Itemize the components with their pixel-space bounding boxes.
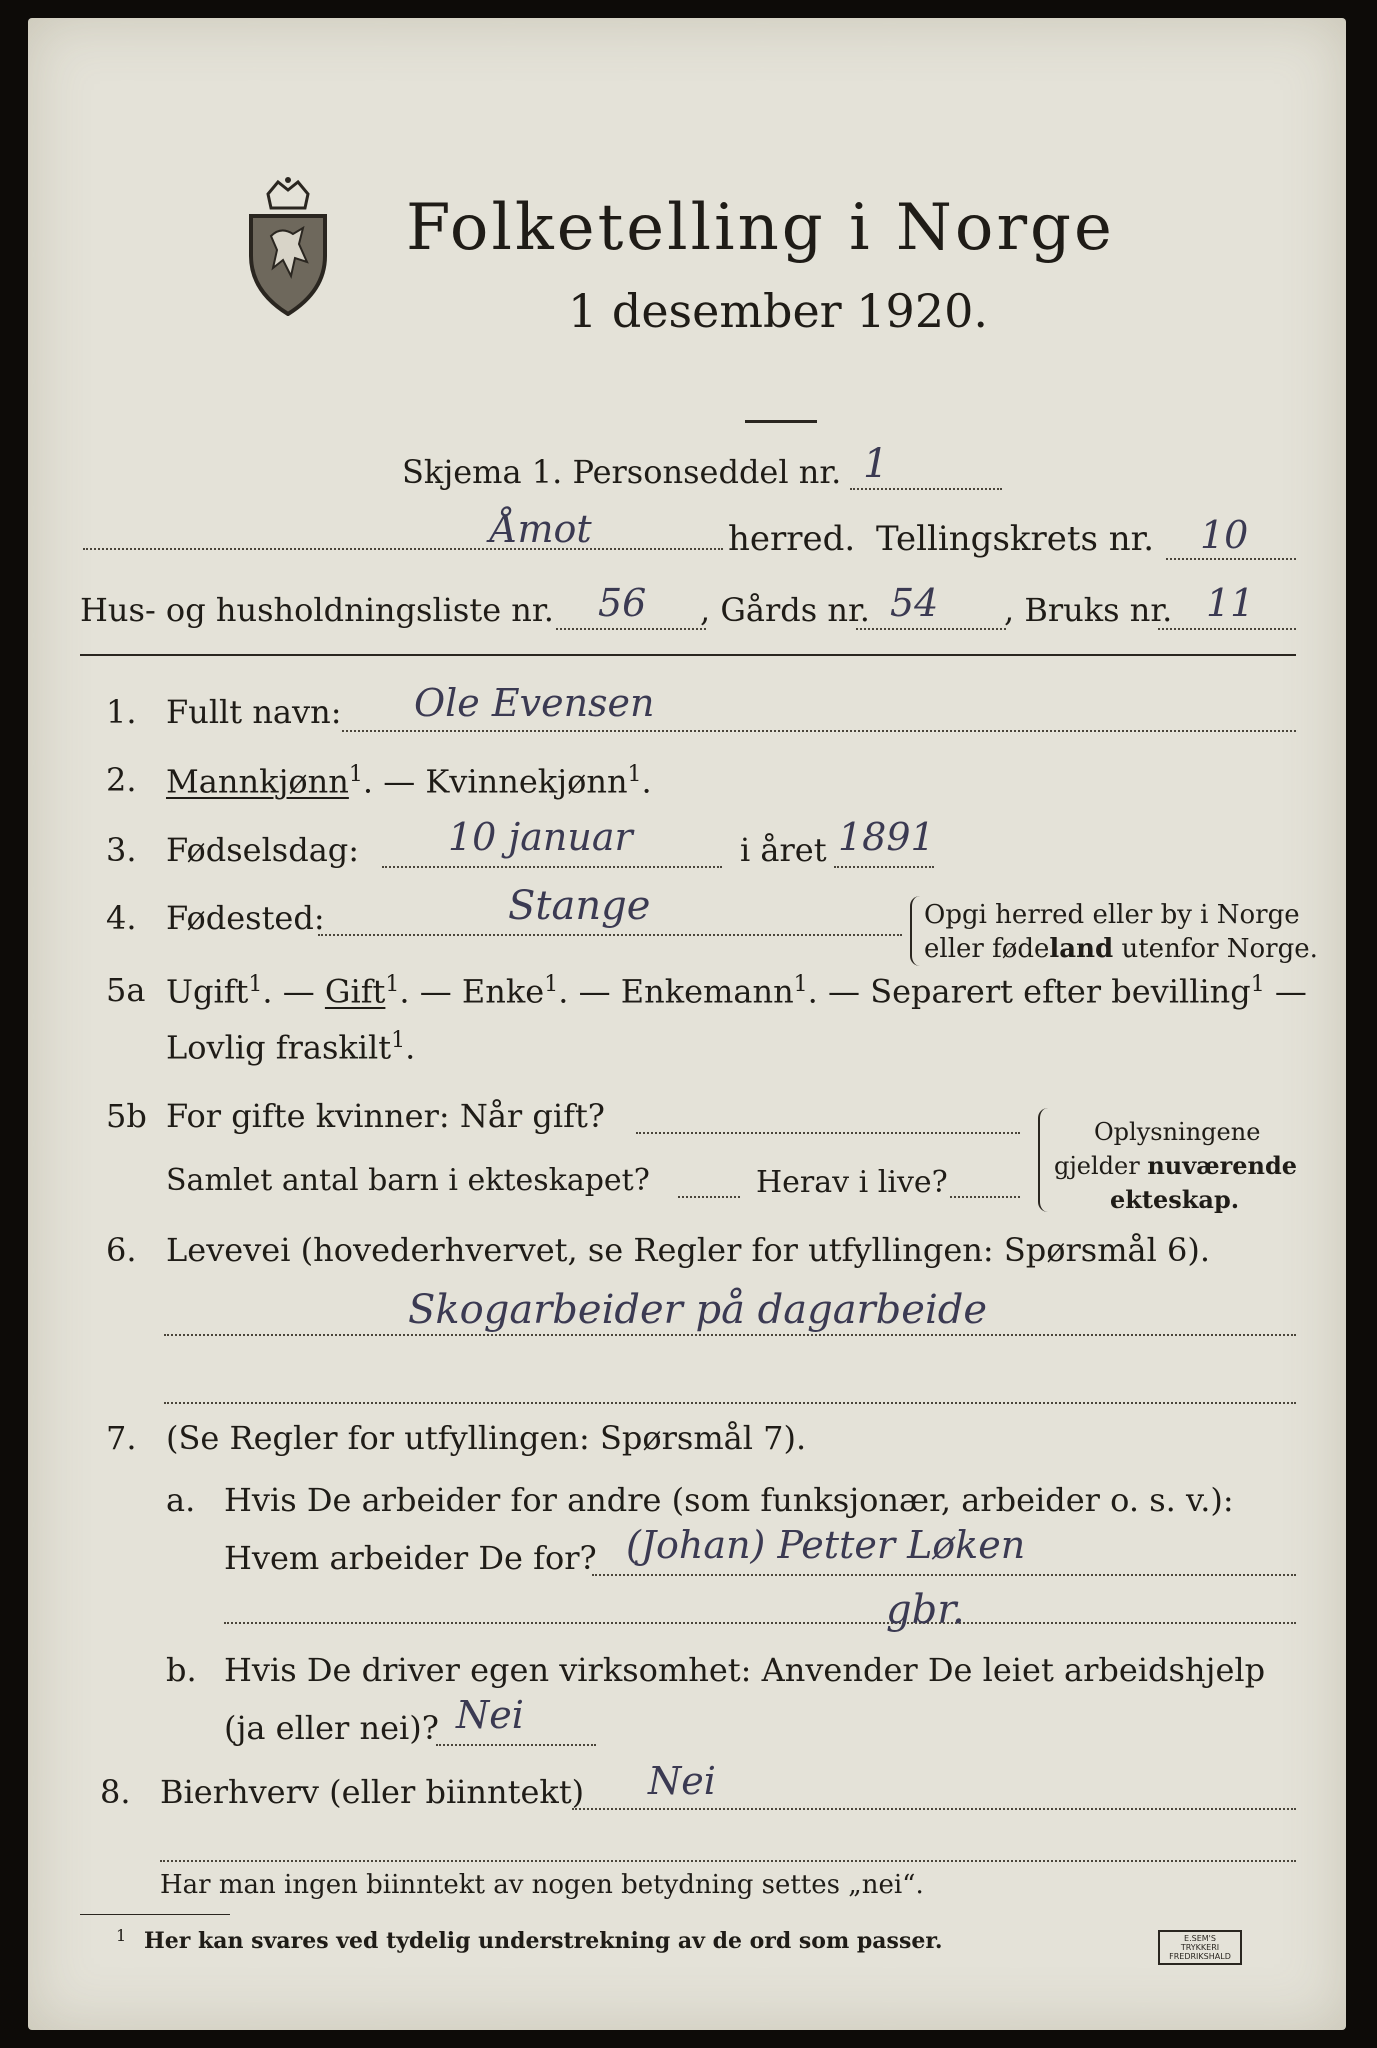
q8-label: Bierhverv (eller biinntekt) [160,1773,585,1811]
q4-note-line2: eller fødeland utenfor Norge. [924,934,1318,964]
biinntekt-note: Har man ingen biinntekt av nogen betydning settes „nei“. [160,1870,924,1900]
q4-note-brace [910,896,920,966]
q4-line [318,934,902,936]
q3-year-value: 1891 [838,815,935,859]
q7-label: (Se Regler for utfyllingen: Spørsmål 7). [166,1419,807,1457]
census-form-page [28,18,1346,2030]
household-list-line [556,628,706,630]
herred-label: herred. [728,519,856,559]
q5b-married-line [636,1132,1020,1134]
q3-year-label: i året [740,831,827,869]
q7a-line1: Hvis De arbeider for andre (som funksjonær, arbeider o. s. v.): [224,1481,1234,1519]
q5b-alive-line [950,1196,1020,1198]
q7a-letter: a. [166,1481,196,1519]
q7-number: 7. [106,1419,137,1457]
bruks-line [1158,628,1296,630]
q5b-note3: ekteskap. [1110,1185,1240,1214]
footnote-number: 1 [116,1926,127,1945]
q7a-value: (Johan) Petter Løken [626,1523,1026,1567]
q5a-gift-selected: Gift [324,972,386,1011]
q7b-line [436,1744,596,1746]
q5b-note-brace [1038,1108,1050,1212]
q6-label: Levevei (hovederhvervet, se Regler for utfyllingen: Spørsmål 6). [166,1231,1211,1269]
q3-number: 3. [106,831,137,869]
q1-number: 1. [106,693,137,731]
q3-label: Fødselsdag: [166,831,360,869]
q7a-value2: gbr. [886,1587,965,1633]
q5b-children-line [678,1196,740,1198]
personseddel-nr-line [850,488,1002,490]
q5b-number: 5b [106,1097,147,1135]
bruks-value: 11 [1206,581,1255,625]
household-list-value: 56 [598,581,647,625]
q1-value: Ole Evensen [414,681,655,725]
q4-value: Stange [508,883,651,929]
q5a-fraskilt: Lovlig fraskilt$^1$. [166,1028,416,1067]
bruks-label: , Bruks nr. [1004,591,1173,629]
q1-line [342,730,1296,732]
footnote-divider [80,1914,230,1915]
schema-label: Skjema 1. Personseddel nr. [402,453,842,491]
q6-value: Skogarbeider på dagarbeide [408,1287,988,1333]
q2-female: Kvinnekjønn [425,762,628,801]
gards-line [856,628,1006,630]
q7a-line [592,1574,1296,1576]
q6-number: 6. [106,1231,137,1269]
footnote-text: Her kan svares ved tydelig understrekning av de ord som passer. [144,1928,943,1954]
q3-year-line [834,866,934,868]
q1-label: Fullt navn: [166,693,342,731]
q7b-letter: b. [166,1651,197,1689]
tellingskrets-line [1166,558,1296,560]
household-list-label: Hus- og husholdningsliste nr. [80,591,554,629]
q7a-line2: Hvem arbeider De for? [224,1539,597,1577]
form-title: Folketelling i Norge [406,191,1115,265]
q7b-line1: Hvis De driver egen virksomhet: Anvender De leiet arbeidshjelp [224,1651,1266,1689]
q8-number: 8. [100,1773,131,1811]
q5b-note1: Oplysningene [1094,1118,1261,1146]
coat-of-arms-icon [233,176,343,316]
q5b-line2b: Herav i live? [756,1165,948,1200]
q4-label: Fødested: [166,899,325,937]
q2-number: 2. [106,761,137,799]
q3-day-line [382,866,722,868]
q5b-line2a: Samlet antal barn i ekteskapet? [166,1163,650,1198]
q5b-line1: For gifte kvinner: Når gift? [166,1097,605,1135]
q5a-options: Ugift$^1$. — Gift$^1$. — Enke$^1$. — Enkemann$^1$. — Separert efter bevilling$^1$ — [166,972,1307,1011]
q3-day-value: 10 januar [448,815,633,859]
printer-stamp: E.SEM'S TRYKKERI FREDRIKSHALD [1158,1930,1242,1965]
q6-line2 [164,1402,1296,1404]
tellingskrets-value: 10 [1200,513,1249,557]
q4-number: 4. [106,899,137,937]
q7b-line2: (ja eller nei)? [224,1709,439,1747]
q8-line [572,1808,1296,1810]
q4-note-line1: Opgi herred eller by i Norge [924,900,1300,930]
q2-male: Mannkjønn [166,762,349,801]
q5b-note2: gjelder nuværende [1054,1151,1298,1180]
q7a-line-extra [224,1622,1296,1624]
personseddel-nr-value: 1 [863,441,889,487]
q2-options: Mannkjønn$^1$. — Kvinnekjønn$^1$. [166,762,652,801]
title-divider [745,420,817,423]
header-separator [80,654,1296,656]
herred-value: Åmot [490,507,592,551]
q6-line1 [164,1334,1296,1336]
gards-label: , Gårds nr. [700,591,870,629]
herred-line [83,548,723,550]
q5a-number: 5a [106,971,146,1009]
q8-line2 [160,1860,1296,1862]
gards-value: 54 [890,581,939,625]
tellingskrets-label: Tellingskrets nr. [876,519,1155,559]
q8-value: Nei [648,1759,716,1803]
q7b-value: Nei [456,1693,524,1737]
census-date: 1 desember 1920. [568,284,988,338]
